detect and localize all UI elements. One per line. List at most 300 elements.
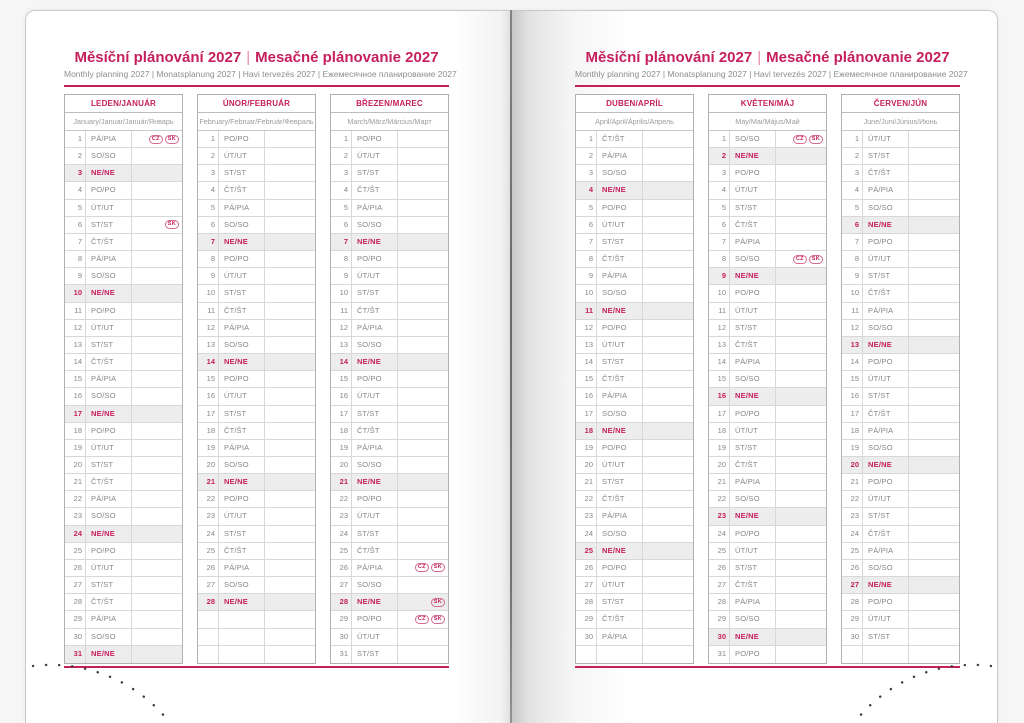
day-name: SO/SO xyxy=(597,406,643,422)
day-number: 7 xyxy=(842,234,863,250)
day-name: NE/NE xyxy=(597,303,643,319)
day-row xyxy=(198,423,315,440)
notes-cell xyxy=(643,217,693,233)
notes-cell xyxy=(398,491,448,507)
day-number-empty xyxy=(198,629,219,645)
day-row xyxy=(842,371,959,388)
notes-cell xyxy=(643,303,693,319)
day-number: 17 xyxy=(198,406,219,422)
day-name: ÚT/UT xyxy=(597,577,643,593)
notes-cell xyxy=(776,217,826,233)
day-row xyxy=(842,303,959,320)
day-number: 7 xyxy=(331,234,352,250)
notes-cell xyxy=(776,508,826,524)
day-row xyxy=(576,371,693,388)
notes-cell xyxy=(643,491,693,507)
day-number: 3 xyxy=(576,165,597,181)
day-name: ST/ST xyxy=(730,560,776,576)
day-row xyxy=(331,182,448,199)
day-number: 1 xyxy=(65,131,86,147)
day-name: SO/SO xyxy=(86,148,132,164)
day-name: SO/SO xyxy=(863,440,909,456)
month-subtitle: June/Juni/Június/Июнь xyxy=(842,113,959,131)
notes-cell xyxy=(132,646,182,663)
day-name: PÁ/PIA xyxy=(352,200,398,216)
notes-cell xyxy=(265,474,315,490)
day-row xyxy=(842,526,959,543)
day-name: SO/SO xyxy=(86,388,132,404)
day-number: 3 xyxy=(709,165,730,181)
day-number: 2 xyxy=(331,148,352,164)
day-number: 1 xyxy=(576,131,597,147)
holiday-badge-sk: SK xyxy=(165,220,179,229)
day-name: ČT/ŠT xyxy=(730,577,776,593)
day-number: 10 xyxy=(709,285,730,301)
day-number: 25 xyxy=(709,543,730,559)
notes-cell xyxy=(132,268,182,284)
day-name: PO/PO xyxy=(863,354,909,370)
day-name: PÁ/PIA xyxy=(86,131,132,147)
day-row xyxy=(709,148,826,165)
day-row xyxy=(198,491,315,508)
day-name: PO/PO xyxy=(352,491,398,507)
day-row xyxy=(709,423,826,440)
day-name: NE/NE xyxy=(86,646,132,663)
day-number: 29 xyxy=(842,611,863,627)
day-number: 28 xyxy=(65,594,86,610)
day-number: 28 xyxy=(576,594,597,610)
holiday-badge-sk: SK xyxy=(165,135,179,144)
notes-cell xyxy=(776,474,826,490)
notes-cell xyxy=(398,200,448,216)
right-page xyxy=(512,10,998,723)
day-row xyxy=(709,611,826,628)
notes-cell xyxy=(132,285,182,301)
day-name: NE/NE xyxy=(597,543,643,559)
day-number: 13 xyxy=(65,337,86,353)
day-name: PO/PO xyxy=(352,611,398,627)
notes-cell xyxy=(398,457,448,473)
day-number: 5 xyxy=(198,200,219,216)
day-name: ČT/ŠT xyxy=(597,251,643,267)
notes-cell xyxy=(132,629,182,645)
day-row xyxy=(331,234,448,251)
day-number: 30 xyxy=(65,629,86,645)
notes-cell xyxy=(398,629,448,645)
notes-cell xyxy=(398,594,448,610)
notes-cell xyxy=(132,388,182,404)
day-number: 27 xyxy=(576,577,597,593)
day-row xyxy=(65,594,182,611)
day-name: ST/ST xyxy=(597,354,643,370)
notes-cell xyxy=(132,423,182,439)
notes-cell xyxy=(776,234,826,250)
day-number: 16 xyxy=(65,388,86,404)
day-number: 6 xyxy=(576,217,597,233)
notes-cell xyxy=(776,354,826,370)
day-number: 24 xyxy=(65,526,86,542)
notes-cell xyxy=(265,629,315,645)
notes-cell xyxy=(265,406,315,422)
day-number: 24 xyxy=(842,526,863,542)
day-number: 16 xyxy=(331,388,352,404)
day-name: ČT/ŠT xyxy=(863,285,909,301)
day-name: PO/PO xyxy=(730,526,776,542)
day-row xyxy=(576,440,693,457)
day-number: 19 xyxy=(709,440,730,456)
notes-cell xyxy=(132,371,182,387)
day-number: 29 xyxy=(65,611,86,627)
day-number: 18 xyxy=(842,423,863,439)
title-separator: | xyxy=(246,49,251,66)
notes-cell xyxy=(776,251,826,267)
day-row xyxy=(709,440,826,457)
day-row xyxy=(65,526,182,543)
notes-cell xyxy=(909,440,959,456)
day-row xyxy=(842,217,959,234)
day-row xyxy=(65,611,182,628)
day-row xyxy=(331,131,448,148)
day-number: 8 xyxy=(198,251,219,267)
day-number: 15 xyxy=(331,371,352,387)
day-number: 23 xyxy=(576,508,597,524)
day-number: 20 xyxy=(709,457,730,473)
holiday-badge-sk: SK xyxy=(431,598,445,607)
month-title: ÚNOR/FEBRUÁR xyxy=(198,95,315,113)
day-number: 28 xyxy=(709,594,730,610)
day-number: 13 xyxy=(576,337,597,353)
notes-cell xyxy=(776,457,826,473)
day-row xyxy=(842,474,959,491)
day-row xyxy=(198,337,315,354)
day-number: 15 xyxy=(65,371,86,387)
day-name: ÚT/UT xyxy=(597,337,643,353)
notes-cell xyxy=(643,611,693,627)
page-title-czech: Měsíční plánování 2027 xyxy=(585,49,753,66)
day-row xyxy=(709,629,826,646)
day-row xyxy=(331,406,448,423)
notes-cell xyxy=(398,320,448,336)
day-row xyxy=(331,200,448,217)
day-number: 6 xyxy=(709,217,730,233)
day-row xyxy=(709,406,826,423)
day-row xyxy=(576,508,693,525)
day-number: 27 xyxy=(842,577,863,593)
day-name: PÁ/PIA xyxy=(597,508,643,524)
day-number: 5 xyxy=(576,200,597,216)
day-name: NE/NE xyxy=(219,474,265,490)
notes-cell xyxy=(776,200,826,216)
day-number: 5 xyxy=(65,200,86,216)
notes-cell xyxy=(776,526,826,542)
notes-cell xyxy=(265,491,315,507)
day-name: NE/NE xyxy=(352,474,398,490)
day-row xyxy=(331,646,448,663)
day-row xyxy=(65,200,182,217)
day-row xyxy=(842,440,959,457)
day-name-empty xyxy=(219,611,265,627)
notes-cell xyxy=(643,594,693,610)
day-row xyxy=(65,320,182,337)
notes-cell xyxy=(265,303,315,319)
day-name: PÁ/PIA xyxy=(597,148,643,164)
notes-cell xyxy=(398,217,448,233)
notes-cell xyxy=(776,131,826,147)
month-column-leden-januar xyxy=(64,94,183,664)
holiday-badge-sk: SK xyxy=(809,135,823,144)
day-number: 23 xyxy=(709,508,730,524)
notes-cell xyxy=(265,594,315,610)
day-number: 8 xyxy=(842,251,863,267)
day-row xyxy=(65,491,182,508)
day-number: 22 xyxy=(65,491,86,507)
day-number: 22 xyxy=(842,491,863,507)
day-row xyxy=(65,131,182,148)
day-number: 14 xyxy=(198,354,219,370)
day-row xyxy=(331,543,448,560)
day-name: PO/PO xyxy=(597,560,643,576)
day-row xyxy=(331,285,448,302)
notes-cell xyxy=(132,148,182,164)
notes-cell xyxy=(398,526,448,542)
day-number: 10 xyxy=(331,285,352,301)
notes-cell xyxy=(398,148,448,164)
day-number: 4 xyxy=(65,182,86,198)
notes-cell xyxy=(265,131,315,147)
day-number: 20 xyxy=(842,457,863,473)
day-name: ST/ST xyxy=(863,629,909,645)
notes-cell xyxy=(909,543,959,559)
day-name: PÁ/PIA xyxy=(219,200,265,216)
day-name: ČT/ŠT xyxy=(730,217,776,233)
day-name: ST/ST xyxy=(730,440,776,456)
notes-cell xyxy=(643,320,693,336)
day-name: NE/NE xyxy=(597,423,643,439)
day-number: 19 xyxy=(198,440,219,456)
day-number: 4 xyxy=(709,182,730,198)
day-name: PO/PO xyxy=(730,285,776,301)
day-name: ČT/ŠT xyxy=(219,423,265,439)
day-row xyxy=(331,251,448,268)
day-row xyxy=(331,148,448,165)
notes-cell xyxy=(132,491,182,507)
day-row xyxy=(331,611,448,628)
day-row xyxy=(65,508,182,525)
notes-cell xyxy=(132,320,182,336)
day-row xyxy=(709,251,826,268)
page-title-slovak: Mesačné plánovanie 2027 xyxy=(766,49,950,66)
notes-cell xyxy=(909,457,959,473)
day-number: 13 xyxy=(709,337,730,353)
day-number: 13 xyxy=(842,337,863,353)
notes-cell xyxy=(398,285,448,301)
day-row xyxy=(709,577,826,594)
notes-cell xyxy=(909,234,959,250)
day-name: SO/SO xyxy=(219,577,265,593)
day-name: ČT/ŠT xyxy=(219,303,265,319)
notes-cell xyxy=(643,577,693,593)
day-row xyxy=(576,629,693,646)
day-name: ST/ST xyxy=(86,577,132,593)
day-row xyxy=(198,251,315,268)
day-number: 12 xyxy=(331,320,352,336)
notes-cell xyxy=(265,508,315,524)
day-name: PÁ/PIA xyxy=(352,440,398,456)
month-subtitle: February/Februar/Február/Февраль xyxy=(198,113,315,131)
notes-cell xyxy=(398,131,448,147)
day-number: 19 xyxy=(576,440,597,456)
day-name: NE/NE xyxy=(219,594,265,610)
day-number: 27 xyxy=(65,577,86,593)
day-row xyxy=(709,303,826,320)
day-name: ÚT/UT xyxy=(352,629,398,645)
day-number: 6 xyxy=(198,217,219,233)
day-number: 30 xyxy=(709,629,730,645)
day-number: 30 xyxy=(576,629,597,645)
day-name: PO/PO xyxy=(219,371,265,387)
page-title xyxy=(64,49,449,66)
day-row xyxy=(842,234,959,251)
day-name: ST/ST xyxy=(86,217,132,233)
day-row xyxy=(576,594,693,611)
notes-cell xyxy=(776,337,826,353)
day-row xyxy=(65,371,182,388)
day-row xyxy=(65,337,182,354)
day-name: PO/PO xyxy=(352,131,398,147)
day-name: ČT/ŠT xyxy=(219,543,265,559)
day-name: ST/ST xyxy=(352,406,398,422)
day-number: 25 xyxy=(842,543,863,559)
notes-cell xyxy=(909,423,959,439)
month-title: ČERVEN/JÚN xyxy=(842,95,959,113)
bottom-divider-line xyxy=(64,666,449,668)
day-name: ST/ST xyxy=(597,594,643,610)
notes-cell xyxy=(776,440,826,456)
day-name: PÁ/PIA xyxy=(597,388,643,404)
day-name: PÁ/PIA xyxy=(730,234,776,250)
day-row xyxy=(331,491,448,508)
notes-cell xyxy=(643,337,693,353)
day-row xyxy=(709,388,826,405)
day-number: 11 xyxy=(709,303,730,319)
notes-cell xyxy=(265,234,315,250)
day-row xyxy=(842,577,959,594)
day-name-empty xyxy=(863,646,909,663)
day-row xyxy=(576,354,693,371)
day-number: 20 xyxy=(198,457,219,473)
day-number: 26 xyxy=(198,560,219,576)
day-number: 10 xyxy=(65,285,86,301)
day-row xyxy=(709,491,826,508)
left-page xyxy=(25,10,510,723)
day-name: ČT/ŠT xyxy=(863,526,909,542)
notes-cell xyxy=(643,148,693,164)
notes-cell xyxy=(776,388,826,404)
notes-cell xyxy=(909,560,959,576)
day-number: 10 xyxy=(576,285,597,301)
day-number: 16 xyxy=(198,388,219,404)
day-number: 25 xyxy=(576,543,597,559)
page-title-czech: Měsíční plánování 2027 xyxy=(74,49,242,66)
day-name: ST/ST xyxy=(352,285,398,301)
day-row xyxy=(331,594,448,611)
empty-day-row xyxy=(198,646,315,663)
day-row xyxy=(576,474,693,491)
day-row xyxy=(331,354,448,371)
day-number: 10 xyxy=(842,285,863,301)
day-row xyxy=(842,200,959,217)
day-number: 24 xyxy=(198,526,219,542)
day-name: ČT/ŠT xyxy=(352,543,398,559)
day-row xyxy=(709,508,826,525)
day-name: ČT/ŠT xyxy=(597,371,643,387)
notes-cell xyxy=(776,646,826,663)
notes-cell xyxy=(909,371,959,387)
day-row xyxy=(331,268,448,285)
notes-cell xyxy=(776,303,826,319)
day-name: PÁ/PIA xyxy=(352,320,398,336)
notes-cell xyxy=(398,440,448,456)
day-row xyxy=(65,354,182,371)
day-name: NE/NE xyxy=(730,629,776,645)
empty-day-row xyxy=(198,611,315,628)
day-name: SO/SO xyxy=(86,629,132,645)
day-number-empty xyxy=(576,646,597,663)
day-row xyxy=(576,320,693,337)
notes-cell xyxy=(398,251,448,267)
notes-cell xyxy=(132,354,182,370)
day-name: ÚT/UT xyxy=(219,388,265,404)
notes-cell xyxy=(643,371,693,387)
notes-cell xyxy=(643,543,693,559)
day-row xyxy=(65,388,182,405)
day-number: 21 xyxy=(576,474,597,490)
day-row xyxy=(198,200,315,217)
day-number: 7 xyxy=(198,234,219,250)
day-name: ÚT/UT xyxy=(219,508,265,524)
notes-cell xyxy=(776,611,826,627)
notes-cell xyxy=(643,234,693,250)
notes-cell xyxy=(643,423,693,439)
day-row xyxy=(331,457,448,474)
day-row xyxy=(709,560,826,577)
notes-cell xyxy=(398,303,448,319)
notes-cell xyxy=(643,474,693,490)
day-row xyxy=(576,251,693,268)
notes-cell xyxy=(909,474,959,490)
notes-cell xyxy=(909,491,959,507)
day-row xyxy=(842,131,959,148)
day-name: ÚT/UT xyxy=(352,388,398,404)
notes-cell xyxy=(643,354,693,370)
notes-cell xyxy=(909,268,959,284)
day-number: 17 xyxy=(65,406,86,422)
notes-cell xyxy=(643,285,693,301)
notes-cell xyxy=(132,251,182,267)
day-number: 8 xyxy=(65,251,86,267)
day-row xyxy=(198,474,315,491)
day-number: 2 xyxy=(842,148,863,164)
notes-cell xyxy=(265,560,315,576)
day-number: 18 xyxy=(576,423,597,439)
day-row xyxy=(198,303,315,320)
day-number: 17 xyxy=(842,406,863,422)
day-row xyxy=(576,234,693,251)
holiday-badge-sk: SK xyxy=(431,563,445,572)
month-column-unor-februar xyxy=(197,94,316,664)
day-name: ÚT/UT xyxy=(86,320,132,336)
notes-cell xyxy=(265,268,315,284)
